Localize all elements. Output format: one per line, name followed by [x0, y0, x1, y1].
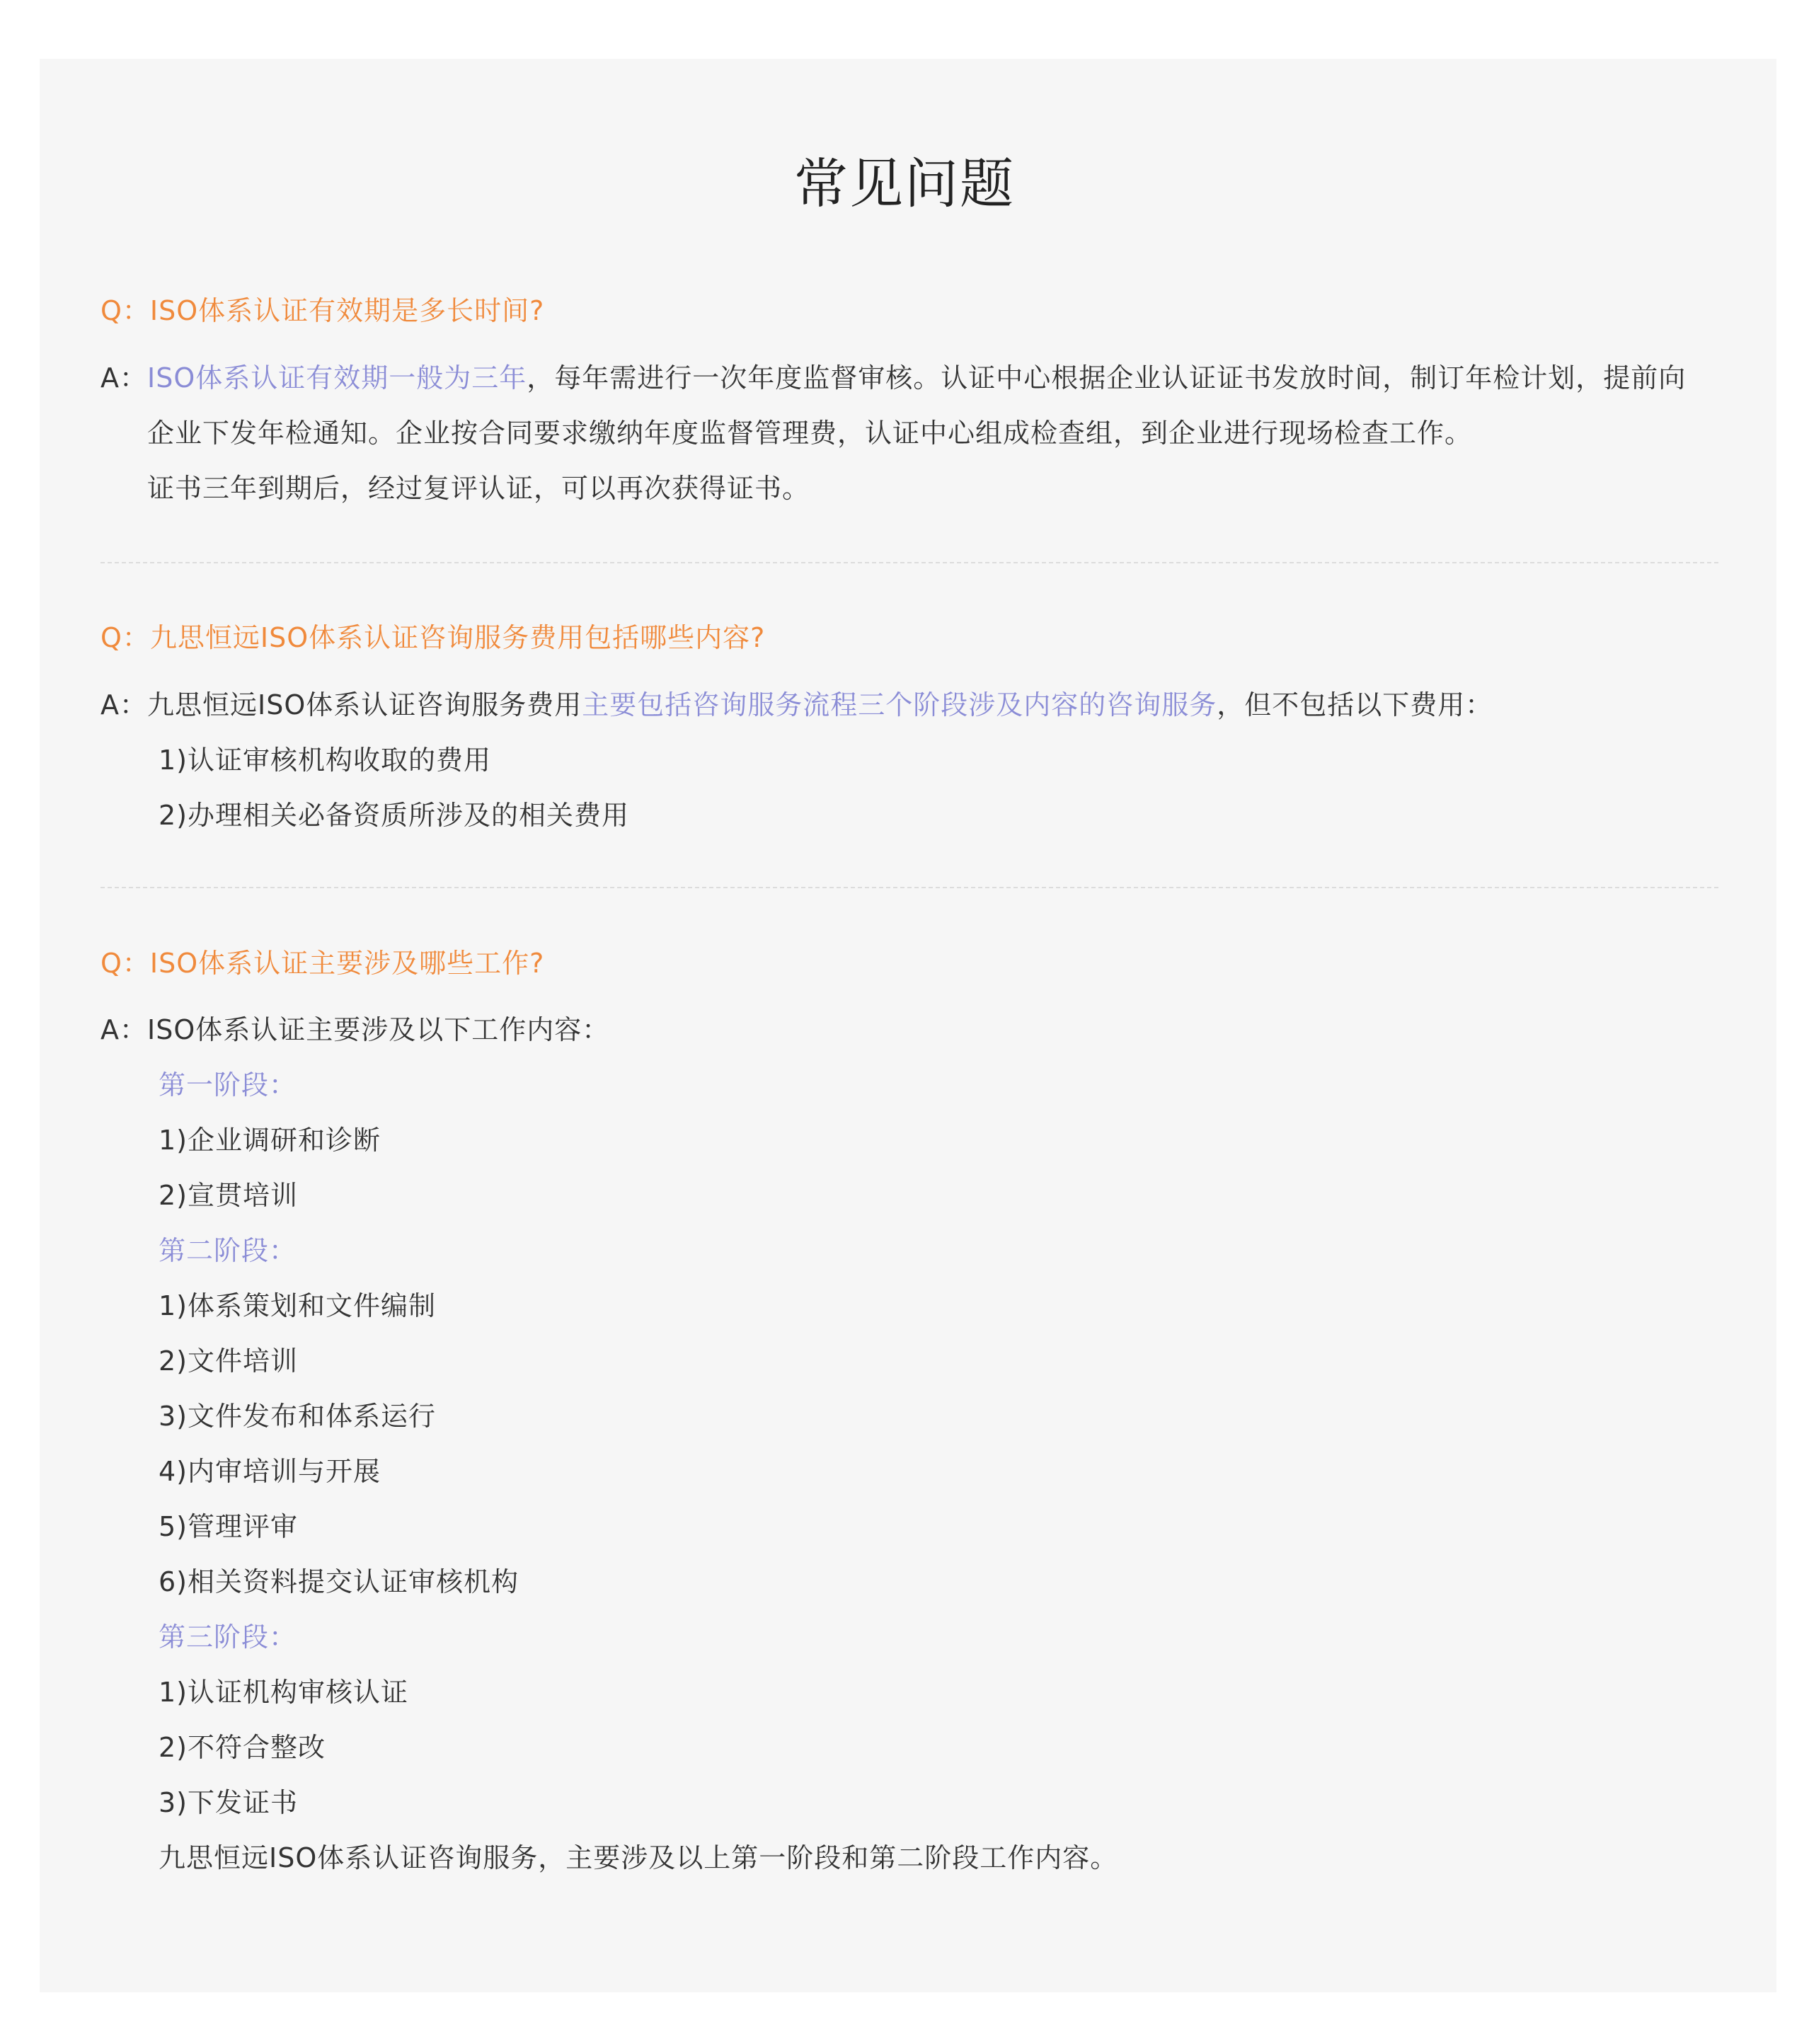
- answer-prefix: A：: [100, 362, 147, 394]
- faq-divider: [100, 887, 1718, 888]
- list-item: 2)不符合整改: [159, 1732, 326, 1763]
- faq-divider: [100, 562, 1718, 563]
- list-item: 2)办理相关必备资质所涉及的相关费用: [159, 800, 630, 831]
- faq-3-answer-line-1: [100, 1009, 609, 1051]
- page-title: 常见问题: [794, 152, 1015, 215]
- list-item: 5)管理评审: [159, 1511, 299, 1542]
- stage-label: 第一阶段：: [159, 1069, 297, 1101]
- answer-prefix: A：: [100, 689, 147, 720]
- answer-prefix: A：: [100, 1014, 147, 1045]
- list-item: 1)企业调研和诊断: [159, 1125, 381, 1156]
- list-item: 3)下发证书: [159, 1787, 299, 1818]
- faq-3-question: Q：ISO体系认证主要涉及哪些工作?: [100, 948, 545, 979]
- faq-2-question: Q：九思恒远ISO体系认证咨询服务费用包括哪些内容?: [100, 622, 766, 653]
- answer-text: 九思恒远ISO体系认证咨询服务费用: [147, 689, 582, 720]
- faq-1-answer-line-3: 证书三年到期后，经过复评认证，可以再次获得证书。: [147, 473, 810, 504]
- list-item: 3)文件发布和体系运行: [159, 1401, 437, 1432]
- answer-highlight: 主要包括咨询服务流程三个阶段涉及内容的咨询服务: [582, 689, 1217, 720]
- faq-1-answer-line-1: [100, 357, 1686, 399]
- list-item: 2)文件培训: [159, 1345, 299, 1377]
- faq-2-answer-line-1: [100, 684, 1493, 726]
- answer-text: ，每年需进行一次年度监督审核。认证中心根据企业认证证书发放时间，制订年检计划，提前向: [527, 362, 1687, 394]
- list-item: 1)认证机构审核认证: [159, 1677, 409, 1708]
- list-item: 6)相关资料提交认证审核机构: [159, 1566, 519, 1597]
- answer-text: ISO体系认证主要涉及以下工作内容：: [147, 1014, 610, 1045]
- stage-label: 第三阶段：: [159, 1621, 297, 1653]
- stage-label: 第二阶段：: [159, 1235, 297, 1266]
- list-item: 1)体系策划和文件编制: [159, 1290, 437, 1321]
- answer-text: ，但不包括以下费用：: [1217, 689, 1493, 720]
- faq-1-question: Q：ISO体系认证有效期是多长时间?: [100, 295, 545, 326]
- faq-3-conclusion: 九思恒远ISO体系认证咨询服务，主要涉及以上第一阶段和第二阶段工作内容。: [159, 1842, 1118, 1873]
- list-item: 4)内审培训与开展: [159, 1456, 381, 1487]
- list-item: 1)认证审核机构收取的费用: [159, 745, 492, 776]
- faq-1-answer-line-2: 企业下发年检通知。企业按合同要求缴纳年度监督管理费，认证中心组成检查组，到企业进行现场检查工作。: [147, 418, 1473, 449]
- answer-highlight: ISO体系认证有效期一般为三年: [147, 362, 527, 394]
- list-item: 2)宣贯培训: [159, 1180, 299, 1211]
